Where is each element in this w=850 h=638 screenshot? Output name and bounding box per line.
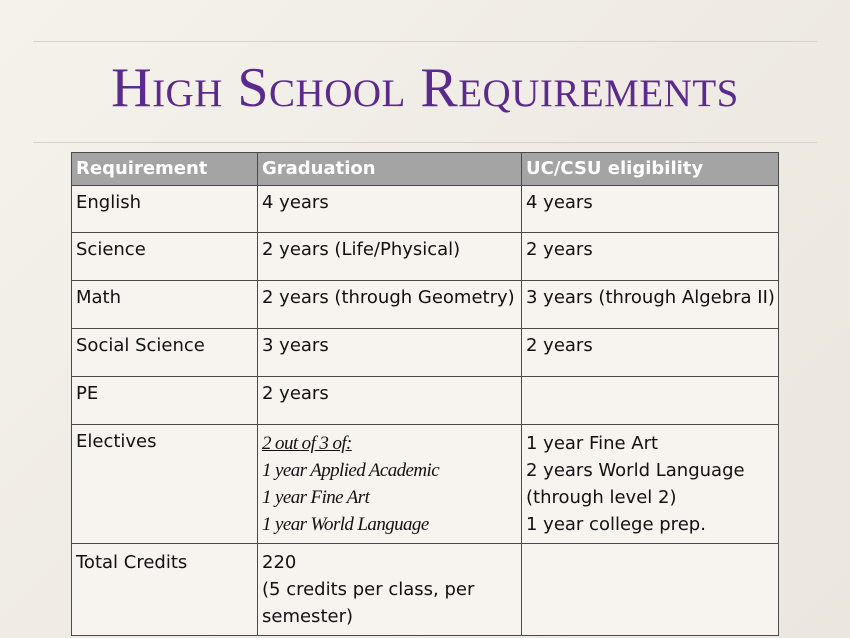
table-row — [72, 281, 779, 329]
uc-elective-line: 1 year Fine Art — [526, 433, 659, 454]
header-graduation: Graduation — [258, 153, 522, 186]
graduation-cell: 2 years — [258, 377, 522, 425]
requirements-table — [71, 152, 779, 636]
requirement-cell: PE — [72, 377, 258, 425]
graduation-cell: 4 years — [258, 186, 522, 233]
credits-total: 220 — [262, 552, 297, 573]
table-row — [72, 186, 779, 233]
graduation-cell: 3 years — [258, 329, 522, 377]
elective-note: 2 out of 3 of: — [262, 433, 352, 454]
table-row — [72, 425, 779, 544]
elective-option: 1 year Applied Academic — [262, 460, 440, 481]
requirement-cell: Total Credits — [72, 544, 258, 636]
graduation-cell — [258, 425, 522, 544]
table-header-row — [72, 153, 779, 186]
top-divider — [33, 41, 817, 42]
requirement-cell: English — [72, 186, 258, 233]
credits-note: semester) — [262, 606, 353, 627]
graduation-cell — [258, 544, 522, 636]
elective-option: 1 year Fine Art — [262, 487, 370, 508]
uc-csu-cell: 4 years — [522, 186, 779, 233]
credits-note: (5 credits per class, per — [262, 579, 475, 600]
uc-elective-line: (through level 2) — [526, 487, 677, 508]
uc-csu-cell — [522, 377, 779, 425]
uc-elective-line: 2 years World Language — [526, 460, 745, 481]
table-row — [72, 377, 779, 425]
table-row — [72, 544, 779, 636]
graduation-cell: 2 years (Life/Physical) — [258, 233, 522, 281]
uc-csu-cell — [522, 425, 779, 544]
uc-csu-cell: 2 years — [522, 329, 779, 377]
requirement-cell: Science — [72, 233, 258, 281]
uc-csu-cell — [522, 544, 779, 636]
requirement-cell: Electives — [72, 425, 258, 544]
graduation-cell: 2 years (through Geometry) — [258, 281, 522, 329]
table-row — [72, 329, 779, 377]
elective-option: 1 year World Language — [262, 514, 429, 535]
requirement-cell: Social Science — [72, 329, 258, 377]
uc-csu-cell: 3 years (through Algebra II) — [522, 281, 779, 329]
uc-csu-cell: 2 years — [522, 233, 779, 281]
header-requirement: Requirement — [72, 153, 258, 186]
title-divider — [33, 142, 817, 143]
table-row — [72, 233, 779, 281]
slide-title: High School Requirements — [111, 57, 739, 119]
header-uc-csu: UC/CSU eligibility — [522, 153, 779, 186]
uc-elective-line: 1 year college prep. — [526, 514, 706, 535]
requirement-cell: Math — [72, 281, 258, 329]
